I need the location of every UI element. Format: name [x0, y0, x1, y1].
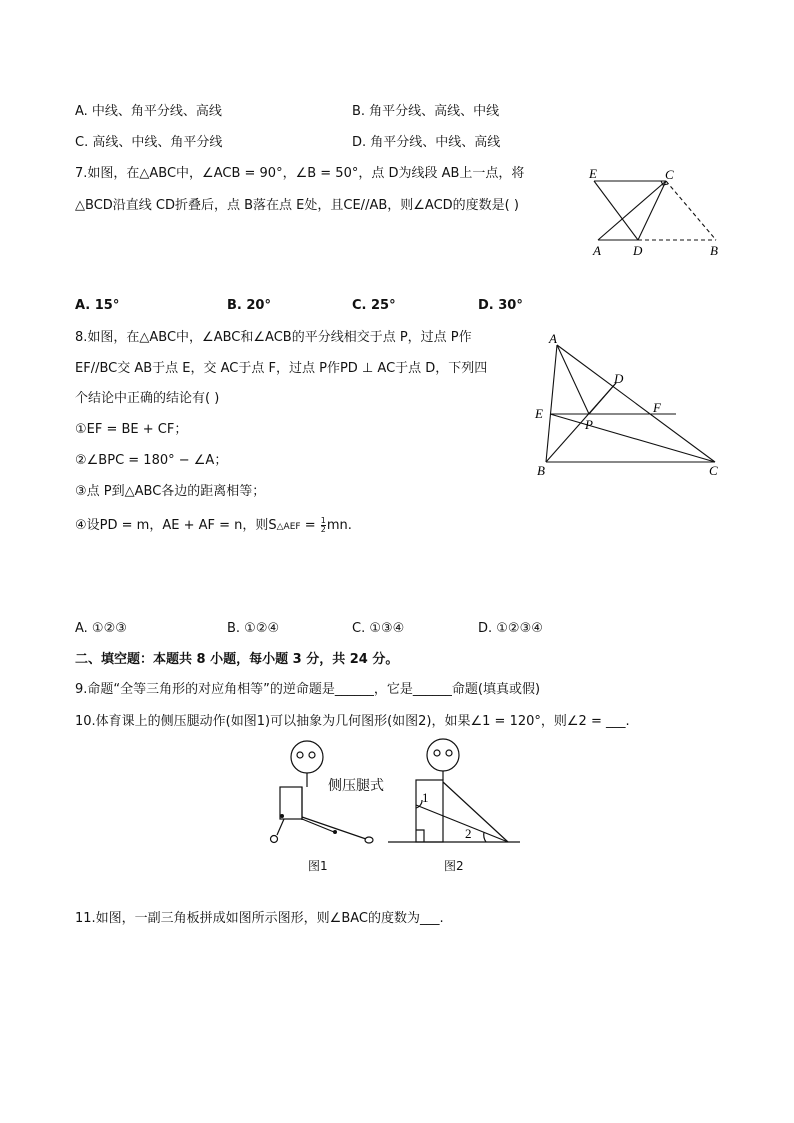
q10-figure-2	[388, 735, 520, 847]
q7-label-e: E	[589, 166, 597, 181]
q8-statement-4	[75, 517, 352, 536]
q6-option-d: D. 角平分线、中线、高线	[352, 135, 501, 150]
q7-option-b: B. 20°	[227, 298, 271, 313]
q8-area-subscript: △AEF	[276, 522, 301, 532]
q8-statement-4-text: ④设PD = m，AE + AF = n，则S	[75, 518, 277, 533]
q10-angle-1-label: 1	[422, 790, 429, 805]
q8-label-e: E	[535, 406, 543, 421]
q7-stem-line2: △BCD沿直线 CD折叠后，点 B落在点 E处，且CE//AB，则∠ACD的度数是( )	[75, 198, 519, 213]
q10-pose-caption: 侧压腿式	[328, 778, 384, 794]
q7-label-b: B	[710, 243, 718, 258]
q10-figure-2-label: 图2	[444, 859, 464, 873]
q8-fraction-denominator: 2	[320, 525, 326, 534]
q8-label-c: C	[709, 463, 718, 478]
q6-option-c: C. 高线、中线、角平分线	[75, 135, 223, 150]
q8-equals: =	[300, 518, 320, 533]
q8-option-a: A. ①②③	[75, 621, 127, 636]
q8-label-b: B	[537, 463, 545, 478]
q8-fraction	[321, 517, 326, 534]
q11-stem: 11.如图，一副三角板拼成如图所示图形，则∠BAC的度数为___.	[75, 911, 444, 926]
q7-figure	[582, 165, 732, 260]
q10-angle-2-label: 2	[465, 826, 472, 841]
q8-fraction-numerator: 1	[320, 516, 326, 525]
q6-option-b: B. 角平分线、高线、中线	[352, 104, 500, 119]
q8-statement-4-tail: mn.	[326, 518, 352, 533]
q8-option-d: D. ①②③④	[478, 621, 543, 636]
q8-stem-line2: EF//BC交 AB于点 E，交 AC于点 F，过点 P作PD ⊥ AC于点 D，下列四	[75, 361, 488, 376]
q7-option-c: C. 25°	[352, 298, 396, 313]
q8-statement-3: ③点 P到△ABC各边的距离相等；	[75, 484, 266, 499]
q8-label-a: A	[549, 331, 557, 346]
q8-figure	[530, 330, 725, 480]
q7-option-a: A. 15°	[75, 298, 120, 313]
q7-option-d: D. 30°	[478, 298, 523, 313]
q8-option-b: B. ①②④	[227, 621, 280, 636]
q7-stem-line1: 7.如图，在△ABC中，∠ACB = 90°，∠B = 50°，点 D为线段 AB上一点，将	[75, 166, 525, 181]
q8-label-f: F	[653, 400, 661, 415]
q8-stem-line3: 个结论中正确的结论有( )	[75, 391, 220, 406]
q8-statement-1: ①EF = BE + CF；	[75, 422, 188, 437]
section-fill-in-heading: 二、填空题：本题共 8 小题，每小题 3 分，共 24 分。	[75, 652, 399, 667]
q8-statement-2: ②∠BPC = 180° − ∠A；	[75, 453, 228, 468]
q10-figure-1-label: 图1	[308, 859, 328, 873]
q8-label-p: P	[585, 417, 593, 432]
q10-stem: 10.体育课上的侧压腿动作(如图1)可以抽象为几何图形(如图2)，如果∠1 = 120°，则∠2 = ___.	[75, 714, 630, 729]
q6-option-a: A. 中线、角平分线、高线	[75, 104, 222, 119]
q8-stem-line1: 8.如图，在△ABC中，∠ABC和∠ACB的平分线相交于点 P，过点 P作	[75, 330, 472, 345]
q9-stem: 9.命题“全等三角形的对应角相等”的逆命题是______，它是______命题(填真或假)	[75, 682, 541, 697]
q7-label-a: A	[593, 243, 601, 258]
q7-label-c: C	[665, 167, 674, 182]
q8-label-d: D	[614, 371, 624, 386]
q7-label-d: D	[633, 243, 643, 258]
q8-option-c: C. ①③④	[352, 621, 405, 636]
